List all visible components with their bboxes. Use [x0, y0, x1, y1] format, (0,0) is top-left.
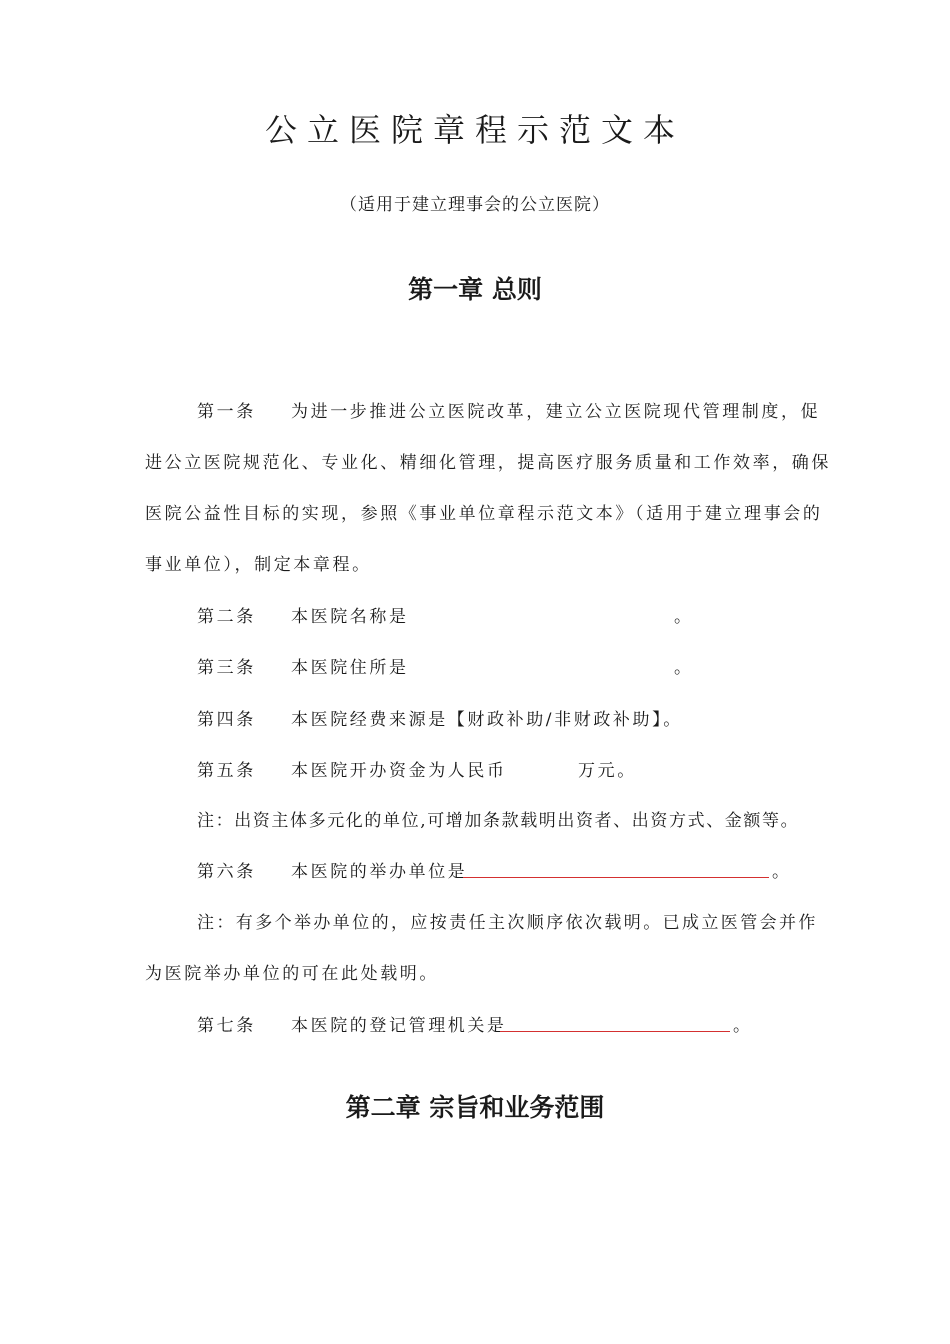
article-6 — [197, 857, 467, 882]
article-3-end: 。 — [674, 658, 694, 678]
article-text: 本医院经费来源是【财政补助/非财政补助】。 — [291, 710, 683, 730]
article-7-end: 。 — [733, 1016, 753, 1036]
article-1-line-4: 事业单位），制定本章程。 — [145, 555, 372, 575]
chapter-heading-2: 第二章 宗旨和业务范围 — [345, 1093, 605, 1122]
article-label: 第一条 — [197, 402, 256, 422]
article-text: 本医院的登记管理机关是 — [291, 1016, 507, 1036]
article-text: 本医院开办资金为人民币 — [291, 761, 507, 781]
article-1-line-2: 进公立医院规范化、专业化、精细化管理，提高医疗服务质量和工作效率，确保 — [145, 453, 831, 473]
chapter-heading-1: 第一章 总则 — [408, 275, 542, 304]
article-5-unit: 万元。 — [578, 761, 637, 781]
document-title: 公立医院章程示范文本 — [264, 111, 685, 149]
article-label: 第三条 — [197, 658, 256, 678]
note-1: 注：出资主体多元化的单位,可增加条款载明出资者、出资方式、金额等。 — [197, 811, 800, 831]
organizer-blank-field[interactable] — [463, 859, 769, 878]
article-1-first-line — [197, 397, 820, 422]
article-label: 第二条 — [197, 607, 256, 627]
article-3 — [197, 653, 409, 678]
article-text: 本医院名称是 — [291, 607, 409, 627]
article-label: 第六条 — [197, 862, 256, 882]
article-label: 第五条 — [197, 761, 256, 781]
article-6-end: 。 — [772, 862, 792, 882]
document-subtitle: （适用于建立理事会的公立医院） — [340, 195, 610, 215]
registration-authority-blank-field[interactable] — [500, 1013, 730, 1032]
article-text: 为进一步推进公立医院改革，建立公立医院现代管理制度，促 — [291, 402, 821, 422]
note-2-line-2: 为医院举办单位的可在此处载明。 — [145, 964, 439, 984]
article-text: 本医院的举办单位是 — [291, 862, 468, 882]
article-1-line-3: 医院公益性目标的实现，参照《事业单位章程示范文本》（适用于建立理事会的 — [145, 504, 823, 524]
article-label: 第七条 — [197, 1016, 256, 1036]
article-text: 本医院住所是 — [291, 658, 409, 678]
article-4 — [197, 705, 683, 730]
article-5 — [197, 756, 507, 781]
article-2-end: 。 — [674, 607, 694, 627]
article-2 — [197, 602, 409, 627]
note-2-line-1: 注：有多个举办单位的，应按责任主次顺序依次载明。已成立医管会并作 — [197, 913, 818, 933]
article-label: 第四条 — [197, 710, 256, 730]
article-7 — [197, 1011, 507, 1036]
